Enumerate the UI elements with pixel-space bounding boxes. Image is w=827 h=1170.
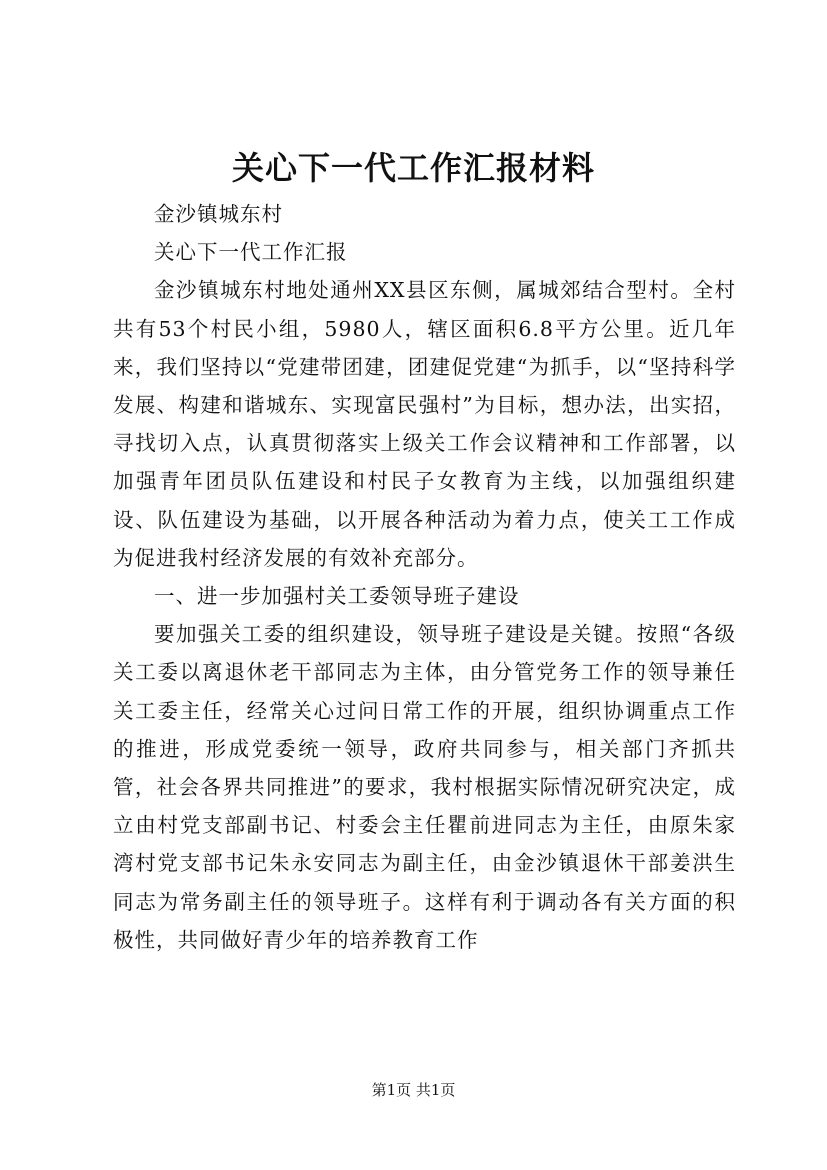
paragraph-introduction: 金沙镇城东村地处通州XX县区东侧，属城郊结合型村。全村共有53个村民小组，5980人，辖区面积6.8平方公里。近几年来，我们坚持以“党建带团建，团建促党建“为抓手，以“坚持科学发展、构建和谐城东、实现富民强村”为目标，想办法，出实招，寻找切入点，认真贯彻落实上级关工作会议精神和工作部署，以加强青年团员队伍建设和村民子女教育为主线，以加强组织建设、队伍建设为基础，以开展各种活动为着力点，使关工工作成为促进我村经济发展的有效补充部分。 bbox=[113, 278, 736, 570]
section-heading-1: 一、进一步加强村关工委领导班子建设 bbox=[154, 584, 520, 609]
page-footer: 第1页 共1页 bbox=[371, 1081, 456, 1099]
document-body bbox=[113, 195, 736, 959]
paragraph-village-name: 金沙镇城东村 bbox=[154, 202, 283, 226]
paragraph-section-1: 要加强关工委的组织建设，领导班子建设是关键。按照“各级关工委以离退休老干部同志为主体，由分管党务工作的领导兼任关工委主任，经常关心过问日常工作的开展，组织协调重点工作的推进，形成党委统一领导，政府共同参与，相关部门齐抓共管，社会各界共同推进”的要求，我村根据实际情况研究决定，成立由村党支部副书记、村委会主任瞿前进同志为主任，由原朱家湾村党支部书记朱永安同志为副主任，由金沙镇退休干部姜洪生同志为常务副主任的领导班子。这样有利于调动各有关方面的积极性，共同做好青少年的培养教育工作 bbox=[113, 622, 736, 952]
paragraph-report-subtitle: 关心下一代工作汇报 bbox=[154, 240, 348, 265]
document-title: 关心下一代工作汇报材料 bbox=[231, 149, 595, 187]
